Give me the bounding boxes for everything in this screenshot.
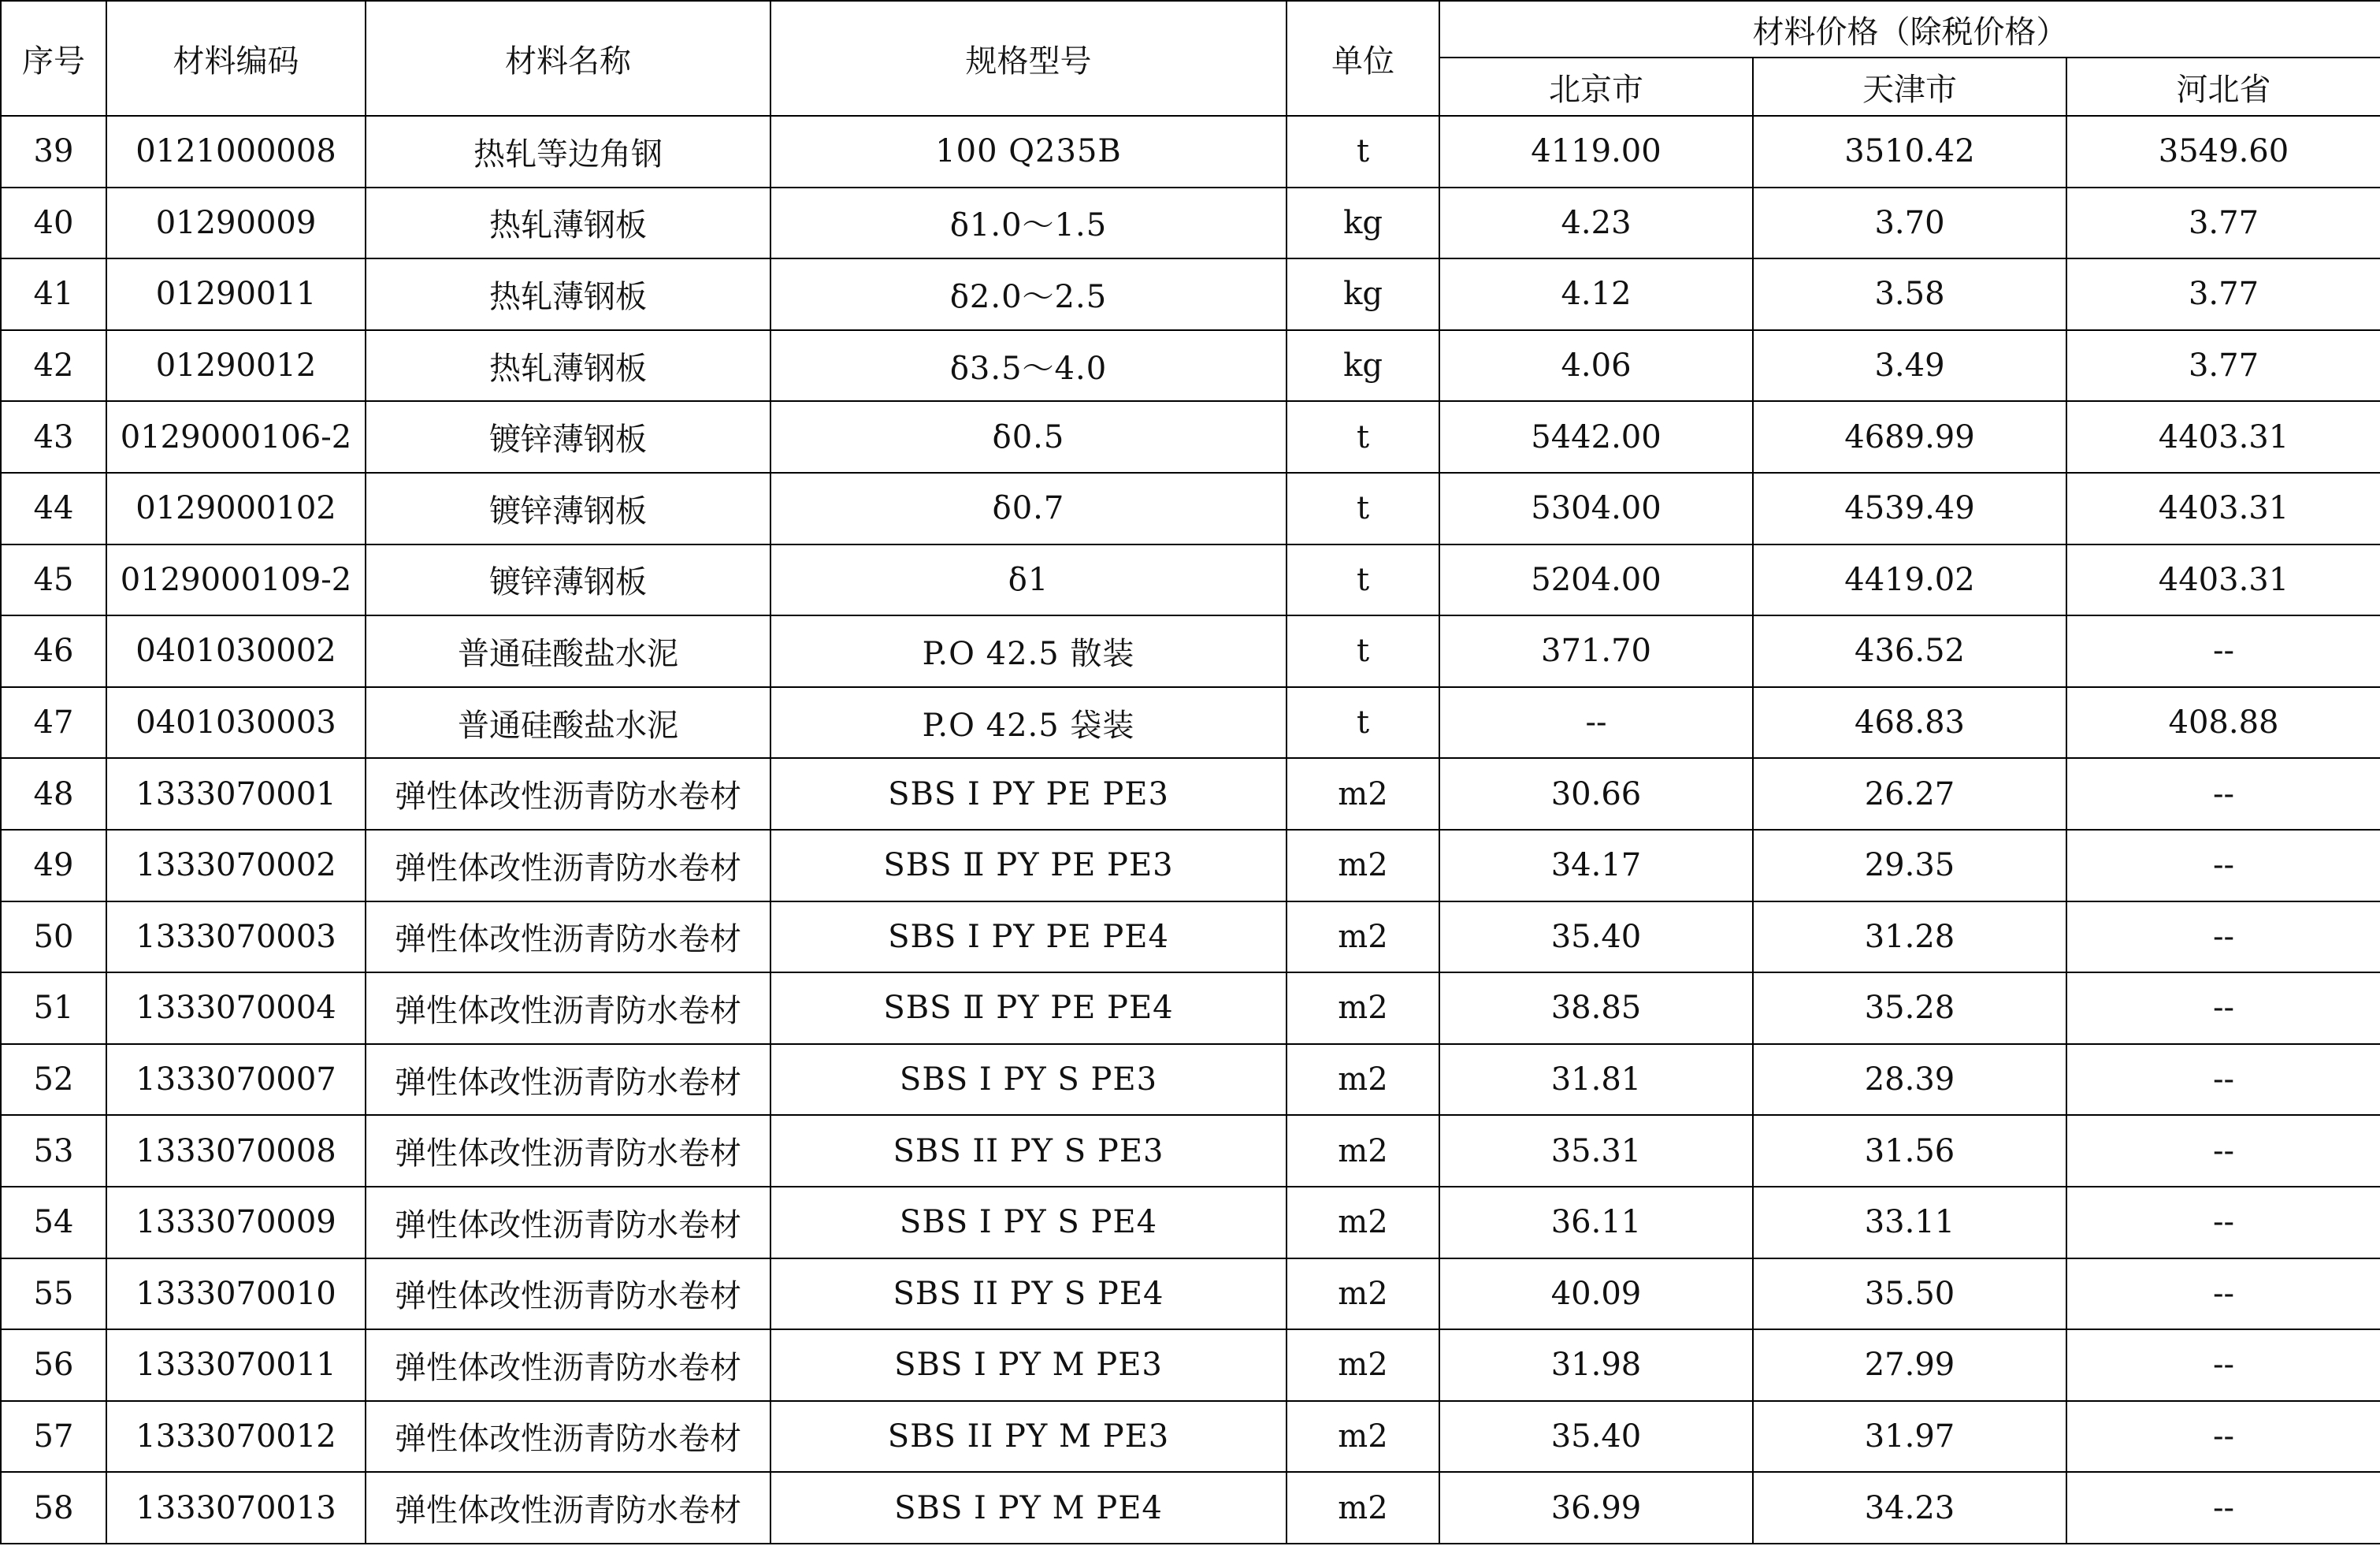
- cell-price-hebei: 3.77: [2066, 330, 2380, 402]
- cell-price-beijing: 35.40: [1439, 1401, 1753, 1473]
- cell-seq: 42: [1, 330, 106, 402]
- table-row: [1, 401, 2380, 473]
- cell-spec: δ1.0～1.5: [770, 188, 1287, 259]
- cell-seq: 58: [1, 1472, 106, 1544]
- cell-code: 0129000106-2: [106, 401, 366, 473]
- table-header: [1, 1, 2380, 116]
- cell-unit: m2: [1287, 901, 1439, 973]
- cell-unit: t: [1287, 401, 1439, 473]
- cell-unit: m2: [1287, 1472, 1439, 1544]
- cell-seq: 40: [1, 188, 106, 259]
- cell-price-tianjin: 29.35: [1753, 830, 2066, 901]
- table-body: [1, 116, 2380, 1544]
- cell-price-tianjin: 3.70: [1753, 188, 2066, 259]
- table-row: [1, 830, 2380, 901]
- cell-price-tianjin: 35.28: [1753, 972, 2066, 1044]
- table-row: [1, 1115, 2380, 1187]
- cell-price-hebei: 3.77: [2066, 188, 2380, 259]
- cell-name: 弹性体改性沥青防水卷材: [366, 1187, 770, 1258]
- cell-price-beijing: 4.06: [1439, 330, 1753, 402]
- cell-name: 弹性体改性沥青防水卷材: [366, 901, 770, 973]
- cell-price-hebei: --: [2066, 1401, 2380, 1473]
- table-row: [1, 615, 2380, 687]
- cell-unit: m2: [1287, 972, 1439, 1044]
- cell-name: 镀锌薄钢板: [366, 544, 770, 616]
- cell-name: 弹性体改性沥青防水卷材: [366, 1401, 770, 1473]
- cell-spec: SBS I PY M PE3: [770, 1329, 1287, 1401]
- table-row: [1, 1258, 2380, 1330]
- cell-price-tianjin: 3.58: [1753, 258, 2066, 330]
- cell-price-tianjin: 26.27: [1753, 758, 2066, 830]
- cell-price-hebei: --: [2066, 901, 2380, 973]
- cell-price-beijing: 34.17: [1439, 830, 1753, 901]
- table-row: [1, 258, 2380, 330]
- cell-unit: m2: [1287, 1401, 1439, 1473]
- cell-spec: P.O 42.5 散装: [770, 615, 1287, 687]
- cell-price-hebei: 3549.60: [2066, 116, 2380, 188]
- cell-code: 1333070002: [106, 830, 366, 901]
- table-row: [1, 188, 2380, 259]
- cell-code: 1333070012: [106, 1401, 366, 1473]
- cell-price-hebei: --: [2066, 1258, 2380, 1330]
- cell-name: 弹性体改性沥青防水卷材: [366, 972, 770, 1044]
- cell-name: 弹性体改性沥青防水卷材: [366, 758, 770, 830]
- cell-price-beijing: 35.40: [1439, 901, 1753, 973]
- cell-price-tianjin: 34.23: [1753, 1472, 2066, 1544]
- cell-price-tianjin: 3.49: [1753, 330, 2066, 402]
- table-row: [1, 972, 2380, 1044]
- cell-price-hebei: 3.77: [2066, 258, 2380, 330]
- cell-price-tianjin: 3510.42: [1753, 116, 2066, 188]
- cell-price-hebei: --: [2066, 1115, 2380, 1187]
- cell-name: 弹性体改性沥青防水卷材: [366, 1472, 770, 1544]
- cell-spec: P.O 42.5 袋装: [770, 687, 1287, 759]
- cell-unit: kg: [1287, 258, 1439, 330]
- cell-spec: SBS I PY S PE4: [770, 1187, 1287, 1258]
- cell-spec: SBS Ⅰ PY PE PE4: [770, 901, 1287, 973]
- cell-spec: δ2.0～2.5: [770, 258, 1287, 330]
- cell-price-beijing: 371.70: [1439, 615, 1753, 687]
- cell-unit: t: [1287, 473, 1439, 544]
- cell-price-hebei: --: [2066, 615, 2380, 687]
- table-row: [1, 330, 2380, 402]
- table-row: [1, 901, 2380, 973]
- cell-code: 0401030002: [106, 615, 366, 687]
- cell-price-hebei: --: [2066, 1472, 2380, 1544]
- header-price-group: 材料价格（除税价格）: [1439, 1, 2380, 58]
- cell-seq: 55: [1, 1258, 106, 1330]
- table-row: [1, 473, 2380, 544]
- cell-unit: kg: [1287, 330, 1439, 402]
- cell-spec: SBS I PY M PE4: [770, 1472, 1287, 1544]
- cell-name: 弹性体改性沥青防水卷材: [366, 830, 770, 901]
- cell-price-tianjin: 436.52: [1753, 615, 2066, 687]
- cell-seq: 44: [1, 473, 106, 544]
- cell-unit: m2: [1287, 1115, 1439, 1187]
- cell-price-tianjin: 27.99: [1753, 1329, 2066, 1401]
- cell-price-tianjin: 468.83: [1753, 687, 2066, 759]
- cell-spec: SBS Ⅱ PY PE PE4: [770, 972, 1287, 1044]
- cell-price-beijing: 35.31: [1439, 1115, 1753, 1187]
- table-row: [1, 1472, 2380, 1544]
- cell-name: 普通硅酸盐水泥: [366, 615, 770, 687]
- cell-price-beijing: 4119.00: [1439, 116, 1753, 188]
- cell-spec: δ1: [770, 544, 1287, 616]
- cell-spec: SBS I PY S PE3: [770, 1044, 1287, 1116]
- cell-seq: 41: [1, 258, 106, 330]
- cell-name: 弹性体改性沥青防水卷材: [366, 1044, 770, 1116]
- cell-seq: 45: [1, 544, 106, 616]
- cell-price-beijing: 4.23: [1439, 188, 1753, 259]
- cell-price-hebei: 4403.31: [2066, 544, 2380, 616]
- cell-name: 弹性体改性沥青防水卷材: [366, 1115, 770, 1187]
- cell-seq: 43: [1, 401, 106, 473]
- cell-price-beijing: 36.11: [1439, 1187, 1753, 1258]
- cell-price-hebei: 4403.31: [2066, 401, 2380, 473]
- cell-price-beijing: 40.09: [1439, 1258, 1753, 1330]
- cell-price-beijing: 5442.00: [1439, 401, 1753, 473]
- header-code: 材料编码: [106, 1, 366, 116]
- cell-price-hebei: 408.88: [2066, 687, 2380, 759]
- cell-seq: 51: [1, 972, 106, 1044]
- cell-price-tianjin: 33.11: [1753, 1187, 2066, 1258]
- cell-spec: δ0.7: [770, 473, 1287, 544]
- cell-unit: kg: [1287, 188, 1439, 259]
- cell-unit: m2: [1287, 1044, 1439, 1116]
- cell-seq: 56: [1, 1329, 106, 1401]
- cell-price-beijing: 5304.00: [1439, 473, 1753, 544]
- cell-code: 01290009: [106, 188, 366, 259]
- cell-price-beijing: 5204.00: [1439, 544, 1753, 616]
- cell-code: 0129000109-2: [106, 544, 366, 616]
- cell-seq: 50: [1, 901, 106, 973]
- table-row: [1, 1044, 2380, 1116]
- cell-code: 1333070009: [106, 1187, 366, 1258]
- cell-code: 0401030003: [106, 687, 366, 759]
- cell-code: 1333070013: [106, 1472, 366, 1544]
- cell-spec: SBS Ⅱ PY PE PE3: [770, 830, 1287, 901]
- cell-price-beijing: 31.98: [1439, 1329, 1753, 1401]
- cell-name: 镀锌薄钢板: [366, 401, 770, 473]
- cell-code: 1333070008: [106, 1115, 366, 1187]
- cell-price-tianjin: 31.28: [1753, 901, 2066, 973]
- cell-price-tianjin: 4539.49: [1753, 473, 2066, 544]
- table-row: [1, 544, 2380, 616]
- header-seq: 序号: [1, 1, 106, 116]
- cell-price-hebei: 4403.31: [2066, 473, 2380, 544]
- cell-price-beijing: 38.85: [1439, 972, 1753, 1044]
- cell-code: 0129000102: [106, 473, 366, 544]
- table-row: [1, 1187, 2380, 1258]
- cell-spec: δ0.5: [770, 401, 1287, 473]
- cell-price-hebei: --: [2066, 1187, 2380, 1258]
- cell-spec: SBS II PY S PE4: [770, 1258, 1287, 1330]
- cell-code: 1333070001: [106, 758, 366, 830]
- cell-price-beijing: 4.12: [1439, 258, 1753, 330]
- cell-price-hebei: --: [2066, 1329, 2380, 1401]
- cell-unit: t: [1287, 687, 1439, 759]
- cell-seq: 52: [1, 1044, 106, 1116]
- cell-unit: m2: [1287, 758, 1439, 830]
- cell-name: 热轧薄钢板: [366, 330, 770, 402]
- cell-spec: SBS Ⅰ PY PE PE3: [770, 758, 1287, 830]
- table-row: [1, 1401, 2380, 1473]
- cell-name: 热轧等边角钢: [366, 116, 770, 188]
- cell-unit: m2: [1287, 830, 1439, 901]
- cell-name: 热轧薄钢板: [366, 188, 770, 259]
- cell-price-tianjin: 31.97: [1753, 1401, 2066, 1473]
- cell-code: 1333070010: [106, 1258, 366, 1330]
- cell-seq: 46: [1, 615, 106, 687]
- cell-unit: m2: [1287, 1258, 1439, 1330]
- header-unit: 单位: [1287, 1, 1439, 116]
- cell-unit: t: [1287, 615, 1439, 687]
- table-row: [1, 1329, 2380, 1401]
- cell-price-hebei: --: [2066, 830, 2380, 901]
- cell-seq: 49: [1, 830, 106, 901]
- cell-unit: t: [1287, 116, 1439, 188]
- table-row: [1, 758, 2380, 830]
- cell-price-hebei: --: [2066, 1044, 2380, 1116]
- cell-spec: SBS II PY M PE3: [770, 1401, 1287, 1473]
- cell-code: 1333070011: [106, 1329, 366, 1401]
- header-hebei: 河北省: [2066, 58, 2380, 116]
- cell-name: 弹性体改性沥青防水卷材: [366, 1329, 770, 1401]
- cell-code: 01290011: [106, 258, 366, 330]
- cell-name: 弹性体改性沥青防水卷材: [366, 1258, 770, 1330]
- cell-code: 1333070003: [106, 901, 366, 973]
- header-tianjin: 天津市: [1753, 58, 2066, 116]
- cell-unit: m2: [1287, 1187, 1439, 1258]
- cell-code: 1333070007: [106, 1044, 366, 1116]
- cell-price-tianjin: 4689.99: [1753, 401, 2066, 473]
- cell-price-tianjin: 28.39: [1753, 1044, 2066, 1116]
- cell-spec: SBS II PY S PE3: [770, 1115, 1287, 1187]
- cell-price-beijing: --: [1439, 687, 1753, 759]
- cell-price-hebei: --: [2066, 758, 2380, 830]
- cell-price-tianjin: 35.50: [1753, 1258, 2066, 1330]
- header-name: 材料名称: [366, 1, 770, 116]
- cell-name: 热轧薄钢板: [366, 258, 770, 330]
- cell-spec: 100 Q235B: [770, 116, 1287, 188]
- cell-code: 01290012: [106, 330, 366, 402]
- cell-price-tianjin: 4419.02: [1753, 544, 2066, 616]
- cell-price-tianjin: 31.56: [1753, 1115, 2066, 1187]
- cell-price-beijing: 36.99: [1439, 1472, 1753, 1544]
- cell-spec: δ3.5～4.0: [770, 330, 1287, 402]
- table-row: [1, 687, 2380, 759]
- cell-seq: 54: [1, 1187, 106, 1258]
- header-beijing: 北京市: [1439, 58, 1753, 116]
- cell-seq: 57: [1, 1401, 106, 1473]
- table-row: [1, 116, 2380, 188]
- cell-unit: m2: [1287, 1329, 1439, 1401]
- cell-seq: 53: [1, 1115, 106, 1187]
- cell-code: 1333070004: [106, 972, 366, 1044]
- cell-seq: 39: [1, 116, 106, 188]
- cell-seq: 47: [1, 687, 106, 759]
- cell-unit: t: [1287, 544, 1439, 616]
- cell-seq: 48: [1, 758, 106, 830]
- cell-price-beijing: 30.66: [1439, 758, 1753, 830]
- header-row-1: [1, 1, 2380, 58]
- cell-name: 镀锌薄钢板: [366, 473, 770, 544]
- cell-price-hebei: --: [2066, 972, 2380, 1044]
- cell-name: 普通硅酸盐水泥: [366, 687, 770, 759]
- header-spec: 规格型号: [770, 1, 1287, 116]
- cell-code: 0121000008: [106, 116, 366, 188]
- cell-price-beijing: 31.81: [1439, 1044, 1753, 1116]
